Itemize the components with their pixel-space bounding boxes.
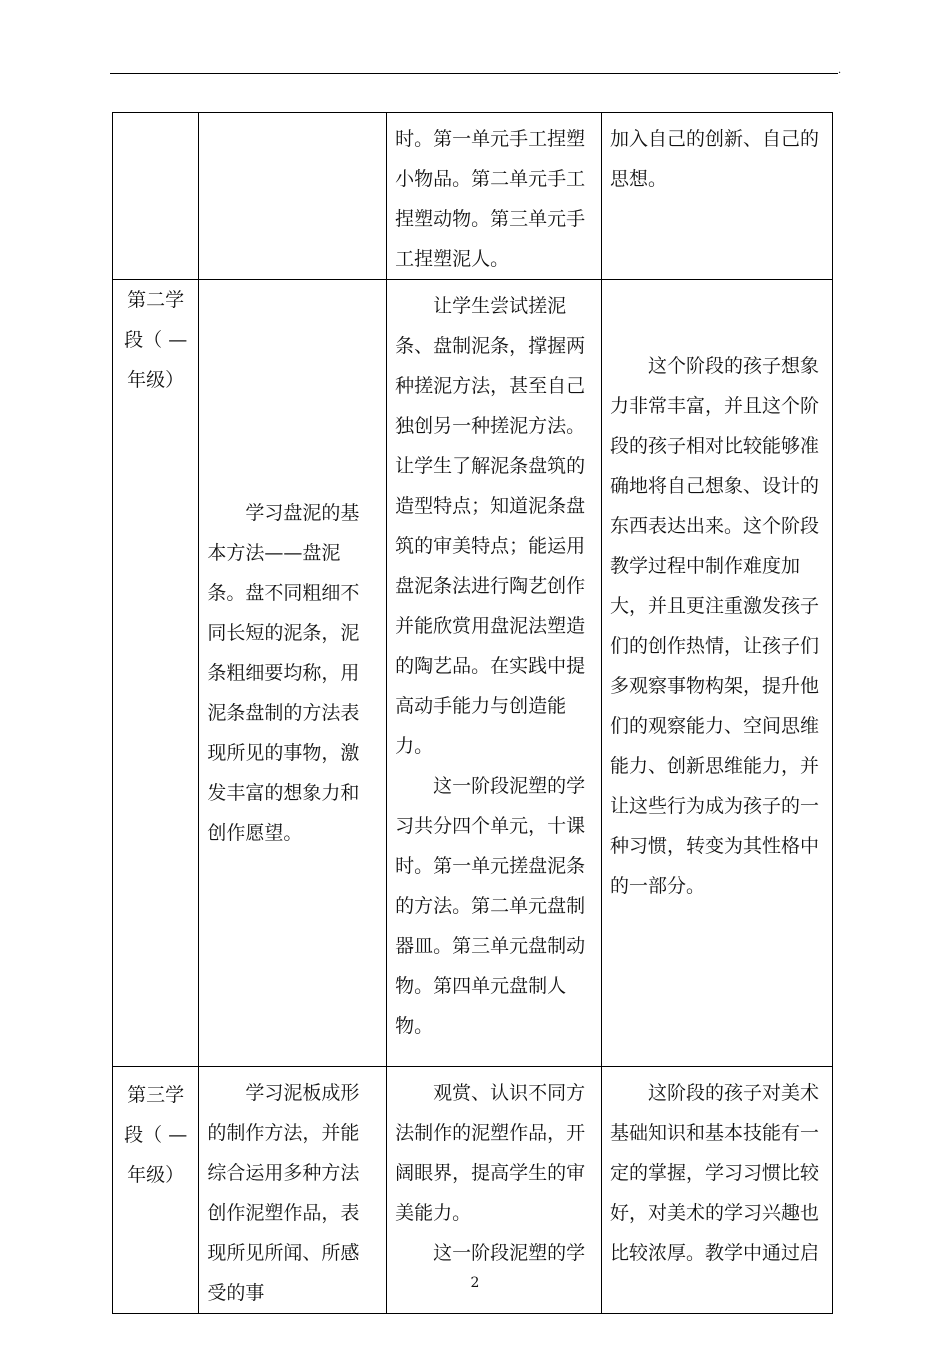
header-mark: .	[838, 65, 842, 76]
objectives-paragraph: 这一阶段泥塑的学	[433, 1242, 586, 1264]
curriculum-table	[112, 112, 833, 1314]
objectives-paragraph: 观赏、认识不同方法制作的泥塑作品，开阔眼界，提高学生的审美能力。	[395, 1082, 586, 1224]
notes-cell	[602, 280, 833, 1067]
stage-cell: 第三学段（ — 年级）	[113, 1067, 199, 1314]
objectives-cell	[387, 113, 602, 280]
notes-paragraph: 这个阶段的孩子想象力非常丰富，并且这个阶段的孩子相对比较能够准确地将自己想象、设计的东西表达出来。这个阶段教学过程中制作难度加大，并且更注重激发孩子们的创作热情，让孩子们多观察事物构架，提升他们的观察能力、空间思维能力、创新思维能力，并让这些行为成为孩子的一种习惯，转变为其性格中的一部分。	[610, 355, 820, 897]
objectives-cell	[387, 280, 602, 1067]
objectives-paragraph: 让学生了解泥条盘筑的造型特点；知道泥条盘筑的审美特点；能运用盘泥条法进行陶艺创作并能欣赏用盘泥法塑造的陶艺品。在实践中提高动手能力与创造能力。	[395, 455, 586, 757]
page-number: 2	[470, 1275, 480, 1291]
notes-paragraph: 加入自己的创新、自己的思想。	[610, 128, 820, 190]
stage-cell	[113, 113, 199, 280]
content-paragraph: 学习盘泥的基本方法——盘泥条。盘不同粗细不同长短的泥条，泥条粗细要均称，用泥条盘制的方法表现所见的事物，激发丰富的想象力和创作愿望。	[207, 502, 360, 844]
header-rule	[110, 73, 838, 74]
objectives-paragraph: 让学生尝试搓泥条、盘制泥条，撑握两种搓泥方法，甚至自己独创另一种搓泥方法。	[395, 295, 586, 437]
table-row	[113, 113, 833, 280]
objectives-paragraph: 这一阶段泥塑的学习共分四个单元，十课时。第一单元搓盘泥条的方法。第二单元盘制器皿。第三单元盘制动物。第四单元盘制人物。	[395, 775, 586, 1037]
objectives-paragraph: 时。第一单元手工捏塑小物品。第二单元手工捏塑动物。第三单元手工捏塑泥人。	[395, 128, 586, 270]
content-cell	[199, 280, 387, 1067]
table-row	[113, 280, 833, 1067]
content-paragraph: 学习泥板成形的制作方法，并能综合运用多种方法创作泥塑作品，表现所见所闻、所感受的事	[207, 1082, 360, 1304]
notes-cell	[602, 113, 833, 280]
stage-cell: 第二学段（ — 年级）	[113, 280, 199, 1067]
notes-paragraph: 这阶段的孩子对美术基础知识和基本技能有一定的掌握，学习习惯比较好，对美术的学习兴趣也比较浓厚。教学中通过启	[610, 1082, 820, 1264]
content-cell	[199, 113, 387, 280]
